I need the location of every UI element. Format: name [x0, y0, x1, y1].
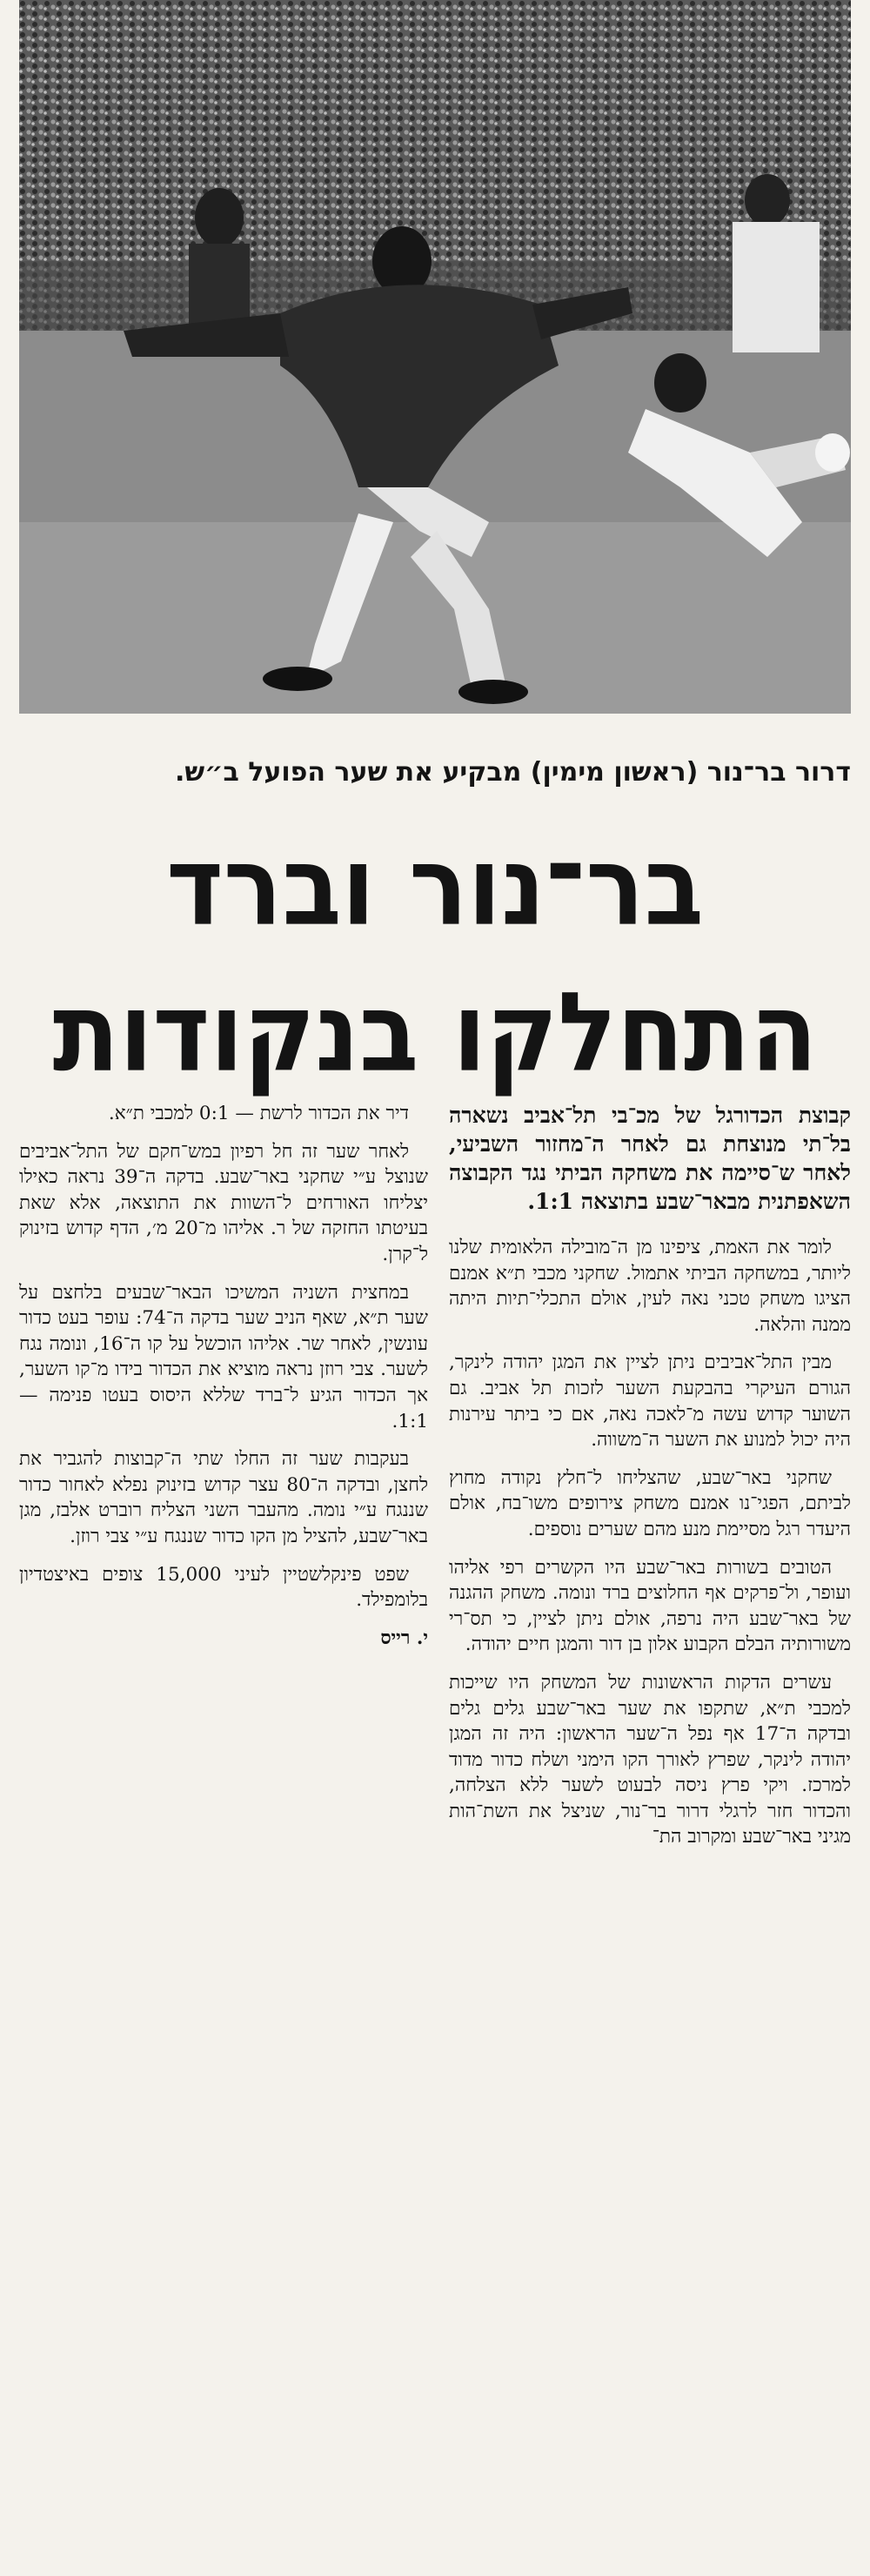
- article-column-left: [19, 1101, 428, 1651]
- match-photo: [19, 0, 851, 714]
- article-paragraph: לומר את האמת, ציפינו מן ה־מובילה הלאומית שלנו ליותר, במשחקה הביתי אתמול. שחקני מכבי ת״א אמנם הציגו משחק טכני נאה לעין, אולם התכלי־תיות היתה ממנה והלאה.: [449, 1237, 851, 1336]
- article-paragraph: דיר את הכדור לרשת — 0:1 למכבי ת״א.: [108, 1103, 409, 1124]
- article-paragraph: הטובים בשורות באר־שבע היו הקשרים רפי אליהו ועופר, ול־פרקים אף החלוצים ברד ונומה. משחק ההגנה של באר־שבע היה נרפה, אולם ניתן לציין, כי תס־רי משורותיה הבלם הקבוע אלון בן דור והמגן חיים יהודה.: [449, 1556, 851, 1656]
- article-column-right: [449, 1101, 851, 1862]
- headline-line-1: בר־נור וברד: [166, 823, 704, 950]
- article-paragraph: עשרים הדקות הראשונות של המשחק היו שייכות למכבי ת״א, שתקפו את שער באר־שבע גלים גלים ובדקה ה־17 אף נפל ה־שער הראשון: היה זה המגן יהודה לינקר, שפרץ לאורך הקו הימני ושלח כדור מדוד למרכז. ויקי פרץ ניסה לבעוט לשער ללא הצלחה, והכדור חזר לרגלי דרור בר־נור, שניצל את השת־הות מגיני באר־שבע ומקרוב הת־: [449, 1671, 851, 1848]
- headline-line-2: התחלקו בנקודות: [52, 969, 818, 1097]
- author-signature: י. רייס: [380, 1627, 428, 1649]
- article-paragraph: שפט פינקלשטיין לעיני 15,000 צופים באיצטדיון בלומפילד.: [19, 1563, 428, 1612]
- article-lead: קבוצת הכדורגל של מכ־בי תל־אביב נשארה בל־תי מנוצחת גם לאחר ה־מחזור השביעי, לאחר ש־סיימה את משחקה הביתי נגד הקבוצה השאפתנית מבאר־שבע בתוצאה 1:1.: [449, 1103, 851, 1214]
- photo-caption: דרור בר־נור (ראשון מימין) מבקיע את שער הפועל ב״ש.: [175, 757, 851, 788]
- article-paragraph: לאחר שער זה חל רפיון במש־חקם של התל־אביבים שנוצל ע״י שחקני באר־שבע. בדקה ה־39 נראה כאילו יצליחו האורחים ל־השוות את התוצאה, אלא שאת בעיטתו החזקה של ר. אליהו מ־20 מ׳, הדף קדוש בזינוק ל־קרן.: [19, 1140, 428, 1265]
- article-paragraph: מבין התל־אביבים ניתן לציין את המגן יהודה לינקר, הגורם העיקרי בהבקעת השער לזכות תל אביב. גם השוער קדוש עשה מ־לאכה נאה, אם כי ביתר עירנות היה יכול למנוע את השער ה־משווה.: [449, 1352, 851, 1452]
- article-paragraph: שחקני באר־שבע, שהצליחו ל־חלץ נקודה מחוץ לביתם, הפגי־נו אמנם משחק צירופים משו־בח, אולם היעדר רגל מסיימת מנע מהם שערים נוספים.: [449, 1466, 851, 1540]
- article-paragraph: במחצית השניה המשיכו הבאר־שבעים בלחצם על שער ת״א, שאף הניב שער בדקה ה־74: עופר בעט כדור עונשין, לאחר שר. אליהו הוכשל על קו ה־16, ונומה נגח לשער. צבי רוזן נראה מוציא את הכדור בידו מ־קו השער, אך הכדור הגיע ל־ברד שללא היסוס בעטו פנימה — 1:1.: [19, 1281, 428, 1432]
- match-photo-image: [19, 0, 851, 714]
- article-paragraph: בעקבות שער זה החלו שתי ה־קבוצות להגביר את לחצן, ובדקה ה־80 עצר קדוש בזינוק נפלא לאחור כדור שננגח ע״י נומה. מהעבר השני הצליח רוברט אלבז, מגן באר־שבע, להציל מן הקו כדור שננגח ע״י צבי רוזן.: [19, 1448, 428, 1547]
- headline: [19, 814, 851, 1106]
